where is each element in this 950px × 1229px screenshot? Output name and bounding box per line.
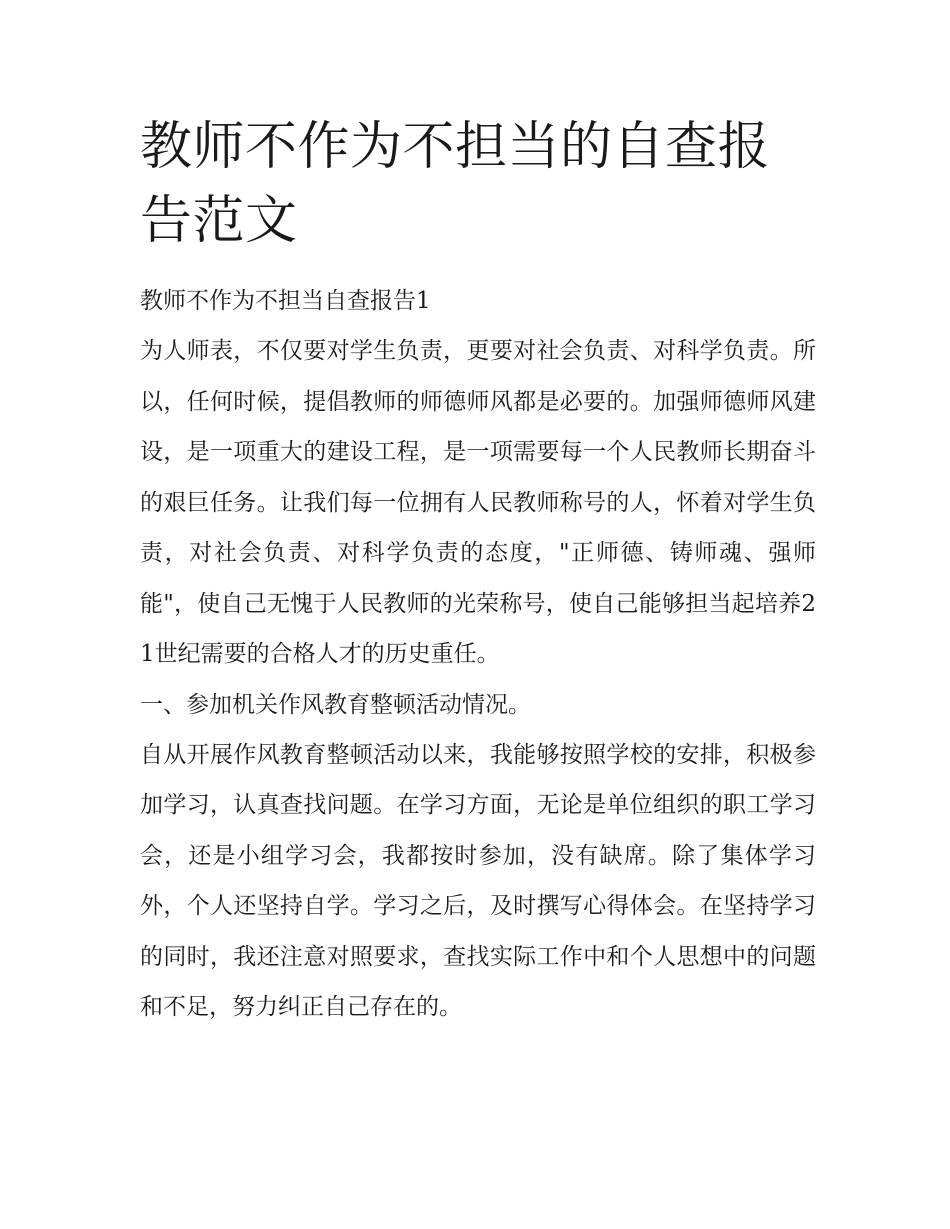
paragraph-study: 自从开展作风教育整顿活动以来，我能够按照学校的安排，积极参加学习，认真查找问题。在学习方面，无论是单位组织的职工学习会，还是小组学习会，我都按时参加，没有缺席。除了集体学习外，个人还坚持自学。学习之后，及时撰写心得体会。在坚持学习的同时，我还注意对照要求，查找实际工作中和个人思想中的问题和不足，努力纠正自己存在的。 <box>140 741 816 1020</box>
section-title: 教师不作为不担当自查报告1 <box>140 288 431 314</box>
heading-part-one: 一、参加机关作风教育整顿活动情况。 <box>140 691 531 718</box>
document-title: 教师不作为不担当的自查报告范文 <box>140 117 771 251</box>
paragraph-intro: 为人师表，不仅要对学生负责，更要对社会负责、对科学负责。所以，任何时候，提倡教师的师德师风都是必要的。加强师德师风建设，是一项重大的建设工程，是一项需要每一个人民教师长期奋斗的艰巨任务。让我们每一位拥有人民教师称号的人，怀着对学生负责，对社会负责、对科学负责的态度，"正师德、铸师魂、强师能"，使自己无愧于人民教师的光荣称号，使自己能够担当起培养21世纪需要的合格人才的历史重任。 <box>140 338 816 667</box>
document-page <box>140 110 816 1033</box>
